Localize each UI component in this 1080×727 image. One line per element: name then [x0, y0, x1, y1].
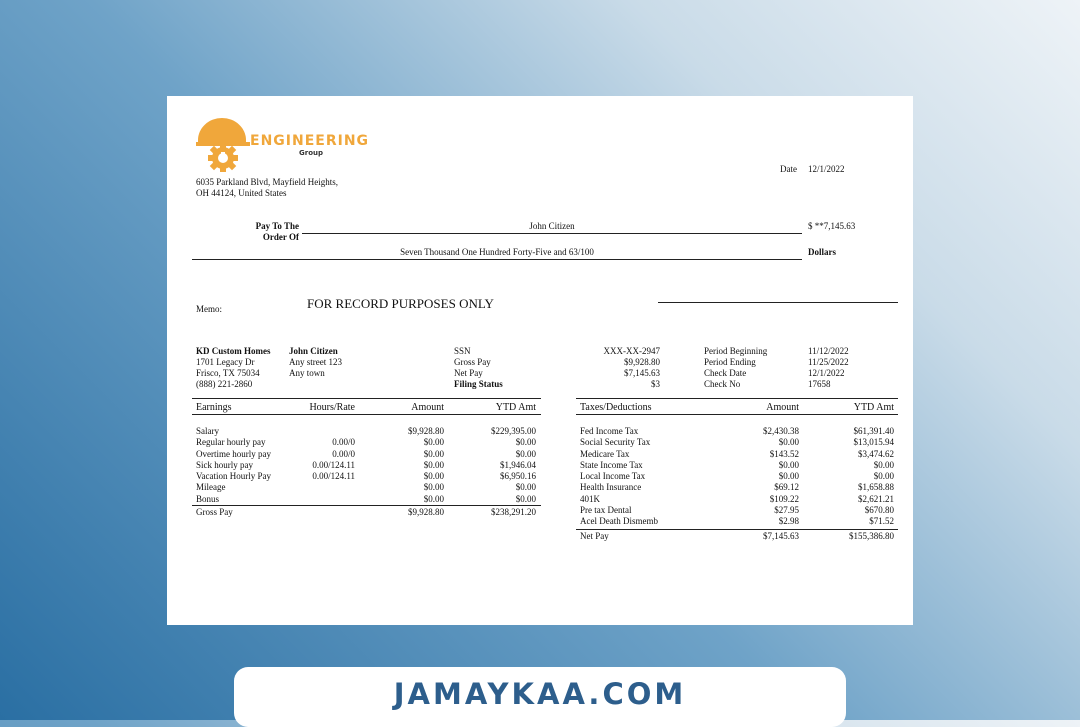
- earning-amount: $0.00: [423, 437, 444, 448]
- employer-block: [196, 346, 271, 390]
- site-banner: [234, 667, 846, 727]
- earning-name: Vacation Hourly Pay: [196, 471, 271, 482]
- gear-helmet-logo-icon: [196, 116, 250, 172]
- gross-pay-label: Gross Pay: [196, 507, 233, 517]
- employee-address2: Any town: [289, 368, 325, 378]
- memo-label: Memo:: [196, 304, 222, 314]
- deductions-header-rule: [576, 414, 898, 415]
- earning-rate: [277, 494, 355, 505]
- deduction-amount: $0.00: [778, 459, 799, 470]
- signature-line: [658, 302, 898, 303]
- deduction-name: Social Security Tax: [580, 437, 651, 448]
- summary-value: 11/25/2022: [808, 357, 849, 367]
- ded-amount-header: Amount: [766, 402, 799, 413]
- earning-name: Bonus: [196, 493, 220, 504]
- earnings-top-rule: [192, 398, 541, 399]
- summary-label: Period Ending: [704, 357, 756, 367]
- earning-ytd: $6,950.16: [500, 471, 536, 482]
- deduction-name: State Income Tax: [580, 459, 643, 470]
- summary-value: $7,145.63: [624, 368, 660, 378]
- taxes-deductions-header: Taxes/Deductions: [580, 402, 652, 413]
- summary-value: $9,928.80: [624, 357, 660, 367]
- deduction-amount: $0.00: [778, 471, 799, 482]
- hours-rate-header: Hours/Rate: [309, 402, 355, 413]
- deductions-total-rule: [576, 529, 898, 530]
- earning-amount: $0.00: [423, 448, 444, 459]
- deduction-name: Pre tax Dental: [580, 505, 632, 516]
- summary-label: Net Pay: [454, 368, 483, 378]
- earning-amount: $9,928.80: [408, 426, 444, 436]
- earning-amount: $0.00: [423, 493, 444, 504]
- deduction-name: Local Income Tax: [580, 471, 646, 482]
- summary-value: $3: [651, 379, 660, 389]
- deduction-amount: $109.22: [769, 493, 799, 504]
- deduction-name: Health Insurance: [580, 482, 642, 493]
- earning-ytd: $0.00: [515, 437, 536, 448]
- pay-to-label: Pay To The: [255, 221, 299, 231]
- summary-label: Gross Pay: [454, 357, 491, 367]
- deductions-top-rule: [576, 398, 898, 399]
- deduction-ytd-value: $0.00: [873, 459, 894, 470]
- summary-label: SSN: [454, 346, 471, 356]
- employee-address1: Any street 123: [289, 357, 342, 367]
- deduction-ytd-value: $3,474.62: [858, 448, 894, 459]
- employee-name: John Citizen: [289, 346, 338, 356]
- ded-ytd-header: YTD Amt: [853, 402, 894, 413]
- logo-wordmark: ENGINEERING: [250, 133, 370, 149]
- deduction-amount: $143.52: [769, 448, 799, 459]
- deduction-name: Fed Income Tax: [580, 426, 639, 436]
- deduction-ytd-value: $13,015.94: [853, 437, 894, 448]
- earning-ytd: $1,946.04: [500, 459, 536, 470]
- earning-amount: $0.00: [423, 459, 444, 470]
- summary-labels-left: [454, 346, 503, 390]
- payee-underline: [302, 233, 802, 234]
- summary-label: Period Beginning: [704, 346, 768, 356]
- earning-name: Salary: [196, 426, 219, 436]
- net-pay-label: Net Pay: [580, 531, 609, 541]
- deduction-amounts: [719, 426, 799, 528]
- deduction-amount: $0.00: [778, 437, 799, 448]
- earning-ytd: $229,395.00: [491, 426, 536, 436]
- earning-ytd: $0.00: [515, 448, 536, 459]
- deduction-amount: $2.98: [778, 516, 799, 527]
- earning-name: Sick hourly pay: [196, 459, 253, 470]
- earning-rate: 0.00/124.11: [312, 471, 355, 482]
- deduction-ytd-value: $71.52: [869, 516, 894, 527]
- earning-rate: [277, 426, 355, 437]
- net-pay-ytd: $155,386.80: [849, 531, 894, 541]
- earnings-header-rule: [192, 414, 541, 415]
- employee-block: [289, 346, 342, 379]
- check-amount: $ **7,145.63: [808, 221, 856, 231]
- earnings-ytd: [457, 426, 536, 505]
- earning-rate: [277, 482, 355, 493]
- dollars-label: Dollars: [808, 247, 836, 257]
- earning-rate: 0.00/0: [332, 448, 355, 459]
- deduction-ytd: [814, 426, 894, 528]
- summary-values-right: [808, 346, 849, 390]
- earning-name: Mileage: [196, 482, 226, 493]
- deduction-ytd-value: $670.80: [864, 505, 894, 516]
- date-label: Date: [780, 164, 797, 174]
- amount-in-words: Seven Thousand One Hundred Forty-Five and 63/100: [400, 247, 594, 257]
- net-pay-amount: $7,145.63: [763, 531, 799, 541]
- earning-ytd: $0.00: [515, 482, 536, 493]
- paystub-document: [167, 96, 913, 625]
- summary-labels-right: [704, 346, 767, 390]
- deduction-amount: $27.95: [774, 505, 799, 516]
- deduction-amount: $2,430.38: [763, 426, 799, 436]
- earnings-names: [196, 426, 271, 505]
- company-address-line1: 6035 Parkland Blvd, Mayfield Heights,: [196, 177, 338, 187]
- employer-name: KD Custom Homes: [196, 346, 271, 356]
- earning-name: Overtime hourly pay: [196, 448, 271, 459]
- deduction-names: [580, 426, 658, 528]
- earning-amount: $0.00: [423, 471, 444, 482]
- summary-values-left: [560, 346, 660, 390]
- deduction-ytd-value: $2,621.21: [858, 493, 894, 504]
- site-banner-text: JAMAYKAA.COM: [393, 677, 687, 711]
- deduction-ytd-value: $0.00: [873, 471, 894, 482]
- summary-label: Check No: [704, 379, 741, 389]
- earnings-rates: [277, 426, 355, 505]
- gross-pay-ytd: $238,291.20: [491, 507, 536, 517]
- earning-name: Regular hourly pay: [196, 437, 266, 448]
- summary-value: 11/12/2022: [808, 346, 849, 356]
- earning-amount: $0.00: [423, 482, 444, 493]
- employer-phone: (888) 221-2860: [196, 379, 253, 389]
- earning-rate: 0.00/0: [332, 437, 355, 448]
- summary-label: Check Date: [704, 368, 747, 378]
- summary-value: XXX-XX-2947: [603, 346, 660, 356]
- amount-header: Amount: [411, 402, 444, 413]
- deduction-ytd-value: $61,391.40: [853, 426, 894, 436]
- payee-name: John Citizen: [529, 221, 575, 231]
- amount-words-underline: [192, 259, 802, 260]
- deduction-ytd-value: $1,658.88: [858, 482, 894, 493]
- earnings-total-rule: [192, 505, 541, 506]
- check-date-top: 12/1/2022: [808, 164, 845, 174]
- deduction-name: Medicare Tax: [580, 448, 630, 459]
- memo-text: FOR RECORD PURPOSES ONLY: [307, 296, 494, 311]
- earning-ytd: $0.00: [515, 493, 536, 504]
- deduction-name: Acel Death Dismemb: [580, 516, 658, 527]
- earnings-header: Earnings: [196, 402, 232, 413]
- company-address-line2: OH 44124, United States: [196, 188, 287, 198]
- earning-rate: 0.00/124.11: [312, 459, 355, 470]
- earnings-amounts: [367, 426, 444, 505]
- summary-value: 17658: [808, 379, 831, 389]
- deduction-amount: $69.12: [774, 482, 799, 493]
- order-of-label: Order Of: [262, 232, 299, 242]
- ytd-header: YTD Amt: [495, 402, 536, 413]
- logo-subtitle: Group: [299, 149, 324, 157]
- gross-pay-amount: $9,928.80: [408, 507, 444, 517]
- summary-value: 12/1/2022: [808, 368, 845, 378]
- summary-label: Filing Status: [454, 379, 503, 389]
- employer-address1: 1701 Legacy Dr: [196, 357, 255, 367]
- employer-address2: Frisco, TX 75034: [196, 368, 260, 378]
- deduction-name: 401K: [580, 493, 600, 504]
